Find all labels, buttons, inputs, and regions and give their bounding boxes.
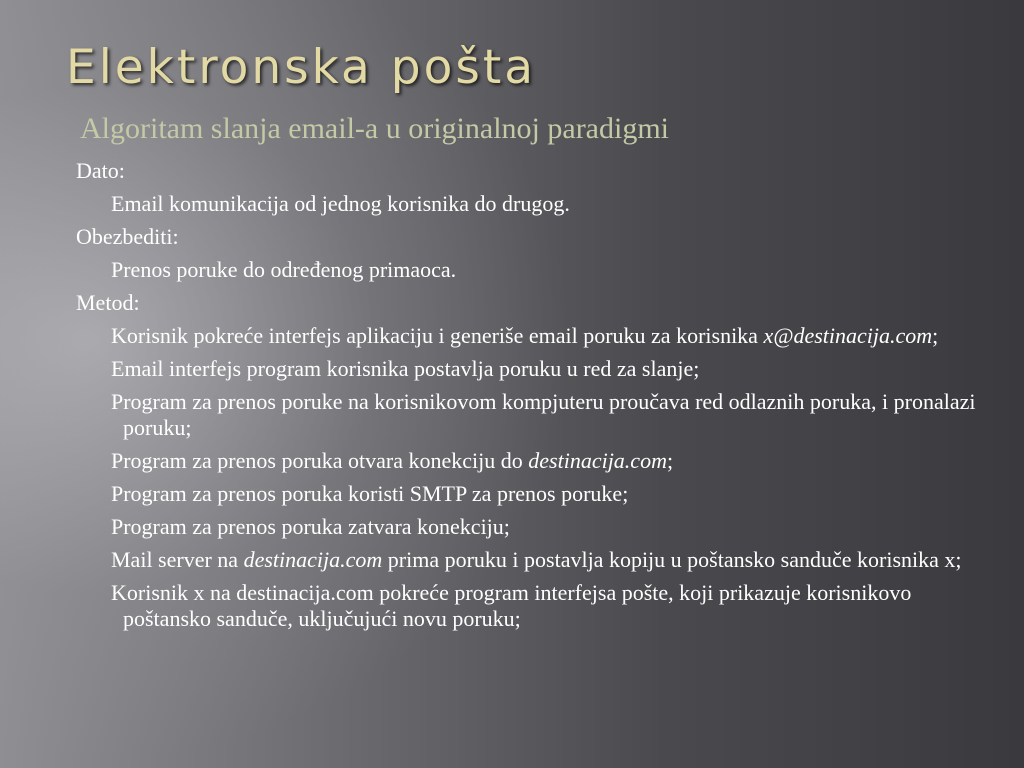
step-4-text: Program za prenos poruka otvara konekciju do bbox=[111, 448, 529, 473]
method-step-3: Program za prenos poruke na korisnikovom kompjuteru proučava red odlaznih poruka, i pronalazi poruku; bbox=[111, 389, 976, 440]
obezbediti-label: Obezbediti: bbox=[76, 224, 179, 249]
method-step-5: Program za prenos poruka koristi SMTP za prenos poruke; bbox=[111, 481, 629, 506]
step-4-end: ; bbox=[666, 448, 674, 473]
method-step-1 bbox=[76, 323, 976, 349]
metod-label: Metod: bbox=[76, 290, 140, 315]
slide-subtitle: Algoritam slanja email-a u originalnoj paradigmi bbox=[80, 112, 669, 145]
step-7-domain: destinacija.com bbox=[243, 547, 383, 572]
slide-title: Elektronska pošta bbox=[66, 40, 537, 95]
method-step-7 bbox=[76, 547, 976, 573]
method-step-6: Program za prenos poruka zatvara konekciju; bbox=[111, 514, 510, 539]
step-1-end: ; bbox=[932, 323, 939, 348]
dato-label: Dato: bbox=[76, 158, 125, 183]
dato-item: Email komunikacija od jednog korisnika do drugog. bbox=[111, 191, 570, 216]
method-step-8: Korisnik x na destinacija.com pokreće program interfejsa pošte, koji prikazuje korisnikovo poštansko sanduče, uključujući novu poruku; bbox=[111, 580, 912, 631]
step-1-text: Korisnik pokreće interfejs aplikaciju i generiše email poruku za korisnika bbox=[111, 323, 764, 348]
step-1-email: x@destinacija.com bbox=[763, 323, 933, 348]
method-step-2: Email interfejs program korisnika postavlja poruku u red za slanje; bbox=[111, 356, 700, 381]
step-4-domain: destinacija.com bbox=[528, 448, 667, 473]
slide-body bbox=[76, 158, 976, 639]
obezbediti-item: Prenos poruke do određenog primaoca. bbox=[111, 257, 457, 282]
method-step-4 bbox=[76, 448, 976, 474]
step-7-text: Mail server na bbox=[111, 547, 244, 572]
step-7-end: prima poruku i postavlja kopiju u poštansko sandučе korisnika x; bbox=[382, 547, 962, 572]
